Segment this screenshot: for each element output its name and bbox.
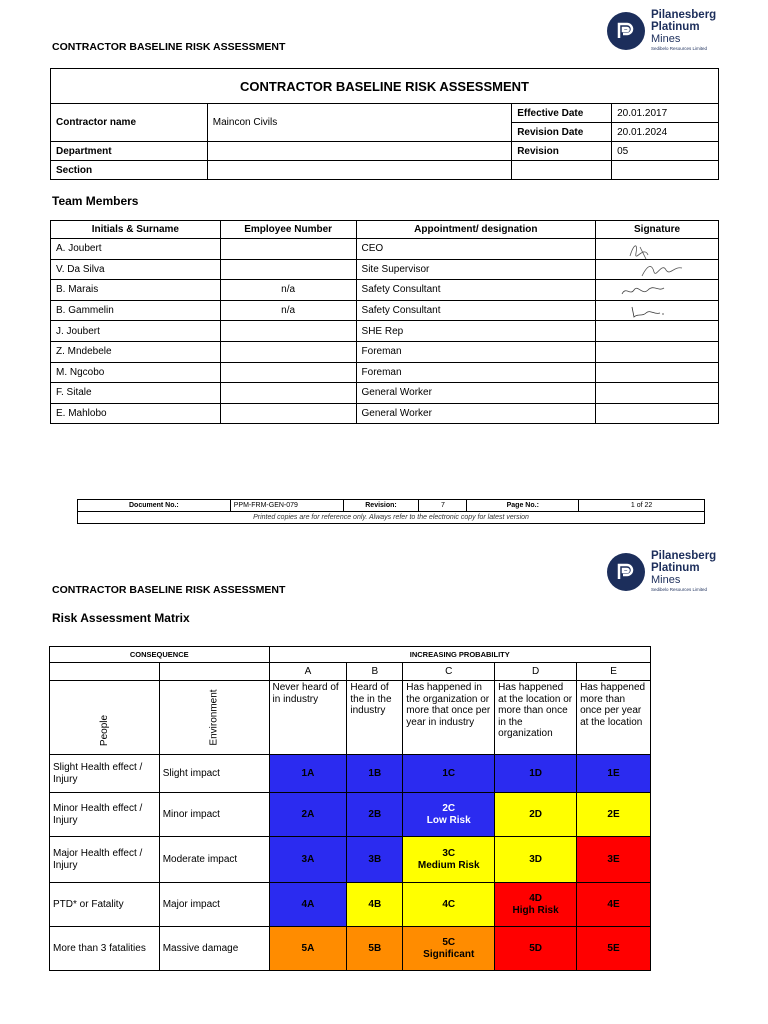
risk-cell <box>269 793 347 837</box>
form-title: CONTRACTOR BASELINE RISK ASSESSMENT <box>240 79 529 94</box>
signature-cell[interactable] <box>596 383 719 404</box>
risk-cell <box>347 927 403 971</box>
doc-no-label: Document No.: <box>78 500 231 512</box>
contractor-name-label: Contractor name <box>51 104 208 142</box>
probability-letter: E <box>577 663 651 681</box>
risk-level-label: Medium Risk <box>417 859 480 871</box>
signature-icon <box>638 260 688 280</box>
member-number: n/a <box>220 280 356 301</box>
logo-mark-icon <box>607 553 645 591</box>
team-members-title: Team Members <box>52 194 139 208</box>
revision-label: Revision <box>512 142 612 161</box>
member-name: F. Sitale <box>51 383 221 404</box>
environment-consequence: Moderate impact <box>159 837 269 883</box>
risk-code: 4D <box>529 892 542 904</box>
team-row <box>51 300 719 321</box>
environment-consequence: Slight impact <box>159 755 269 793</box>
risk-code: 1B <box>368 767 382 779</box>
people-consequence: More than 3 fatalities <box>50 927 160 971</box>
signature-icon <box>628 303 668 321</box>
brand-line-1: Pilanesberg <box>651 9 717 21</box>
matrix-row <box>50 927 651 971</box>
member-designation: Foreman <box>356 341 596 362</box>
matrix-row <box>50 837 651 883</box>
company-logo <box>607 550 716 593</box>
footer-revision-value: 7 <box>419 500 467 512</box>
risk-code: 3B <box>368 853 382 865</box>
risk-level-label: Significant <box>423 948 475 960</box>
page-no-label: Page No.: <box>467 500 579 512</box>
probability-header: INCREASING PROBABILITY <box>269 647 650 663</box>
empty-cell <box>512 161 612 180</box>
member-name: V. Da Silva <box>51 259 221 280</box>
member-number <box>220 383 356 404</box>
signature-icon <box>618 282 668 300</box>
member-designation: CEO <box>356 239 596 260</box>
section-label: Section <box>51 161 208 180</box>
probability-description: Heard of the in the industry <box>347 681 403 755</box>
member-designation: SHE Rep <box>356 321 596 342</box>
environment-consequence: Minor impact <box>159 793 269 837</box>
risk-cell <box>577 883 651 927</box>
risk-cell <box>403 793 495 837</box>
risk-cell <box>347 793 403 837</box>
brand-line-4: Sedibelo Resources Limited <box>651 46 708 51</box>
risk-code: 3D <box>529 853 542 865</box>
probability-letter: A <box>269 663 347 681</box>
risk-cell <box>347 837 403 883</box>
team-header-name: Initials & Surname <box>51 221 221 239</box>
brand-line-2: Platinum <box>651 562 700 574</box>
consequence-header: CONSEQUENCE <box>50 647 270 663</box>
member-name: B. Marais <box>51 280 221 301</box>
signature-cell <box>596 280 719 301</box>
people-consequence: Minor Health effect / Injury <box>50 793 160 837</box>
risk-code: 5E <box>607 942 620 954</box>
form-details-table <box>50 103 719 180</box>
team-members-table <box>50 220 719 424</box>
risk-cell <box>347 755 403 793</box>
brand-line-1: Pilanesberg <box>651 550 717 562</box>
member-number <box>220 321 356 342</box>
member-number <box>220 239 356 260</box>
team-row <box>51 362 719 383</box>
matrix-title: Risk Assessment Matrix <box>52 611 190 625</box>
member-name: B. Gammelin <box>51 300 221 321</box>
empty-cell <box>159 663 269 681</box>
risk-code: 3A <box>301 853 315 865</box>
risk-cell <box>577 927 651 971</box>
signature-cell[interactable] <box>596 341 719 362</box>
member-designation: Safety Consultant <box>356 300 596 321</box>
risk-cell <box>577 837 651 883</box>
risk-code: 5C <box>442 936 456 948</box>
team-header-designation: Appointment/ designation <box>356 221 596 239</box>
team-row <box>51 403 719 424</box>
brand-line-2: Platinum <box>651 21 700 33</box>
risk-cell <box>403 927 495 971</box>
risk-level-label: Low Risk <box>426 814 471 826</box>
revision-date-value[interactable]: 20.01.2024 <box>612 123 719 142</box>
risk-cell <box>495 927 577 971</box>
risk-cell <box>403 755 495 793</box>
risk-code: 1D <box>529 767 542 779</box>
people-consequence: Major Health effect / Injury <box>50 837 160 883</box>
member-number <box>220 341 356 362</box>
probability-letter: D <box>495 663 577 681</box>
revision-value[interactable]: 05 <box>612 142 719 161</box>
risk-code: 4A <box>301 898 315 910</box>
signature-cell[interactable] <box>596 321 719 342</box>
probability-letter: C <box>403 663 495 681</box>
risk-cell <box>269 837 347 883</box>
risk-cell <box>495 793 577 837</box>
environment-header <box>159 681 269 755</box>
people-header <box>50 681 160 755</box>
member-number <box>220 259 356 280</box>
team-row <box>51 321 719 342</box>
risk-cell <box>577 793 651 837</box>
probability-description: Has happened more than once per year at the location <box>577 681 651 755</box>
risk-cell <box>403 837 495 883</box>
brand-line-3: Mines <box>651 574 681 586</box>
environment-consequence: Major impact <box>159 883 269 927</box>
risk-level-label: High Risk <box>512 904 559 916</box>
member-number: n/a <box>220 300 356 321</box>
signature-cell[interactable] <box>596 403 719 424</box>
revision-date-label: Revision Date <box>512 123 612 142</box>
risk-code: 4C <box>442 898 456 910</box>
member-designation: General Worker <box>356 383 596 404</box>
company-logo <box>607 9 716 52</box>
logo-mark-icon <box>607 12 645 50</box>
risk-code: 5D <box>529 942 542 954</box>
probability-description: Has happened in the organization or more that once per year in industry <box>403 681 495 755</box>
document-footer <box>77 499 705 524</box>
risk-code: 2E <box>607 808 620 820</box>
member-designation: Foreman <box>356 362 596 383</box>
team-row <box>51 239 719 260</box>
signature-cell <box>596 239 719 260</box>
member-name: J. Joubert <box>51 321 221 342</box>
matrix-row <box>50 793 651 837</box>
member-number <box>220 362 356 383</box>
member-designation: Safety Consultant <box>356 280 596 301</box>
risk-code: 2B <box>368 808 382 820</box>
signature-cell <box>596 300 719 321</box>
risk-code: 4E <box>607 898 620 910</box>
risk-code: 1C <box>442 767 456 779</box>
effective-date-label: Effective Date <box>512 104 612 123</box>
matrix-row <box>50 883 651 927</box>
risk-code: 2A <box>301 808 315 820</box>
signature-icon <box>626 241 666 261</box>
probability-letter: B <box>347 663 403 681</box>
page-header-label: CONTRACTOR BASELINE RISK ASSESSMENT <box>52 584 286 596</box>
risk-code: 2D <box>529 808 542 820</box>
brand-line-3: Mines <box>651 33 681 45</box>
doc-no-value: PPM-FRM-GEN-079 <box>230 500 343 512</box>
effective-date-value[interactable]: 20.01.2017 <box>612 104 719 123</box>
team-row <box>51 341 719 362</box>
member-designation: General Worker <box>356 403 596 424</box>
risk-code: 4B <box>368 898 382 910</box>
department-label: Department <box>51 142 208 161</box>
empty-cell <box>612 161 719 180</box>
risk-code: 1A <box>301 767 315 779</box>
signature-cell[interactable] <box>596 362 719 383</box>
signature-cell <box>596 259 719 280</box>
risk-code: 3E <box>607 853 620 865</box>
team-row <box>51 280 719 301</box>
member-name: M. Ngcobo <box>51 362 221 383</box>
risk-cell <box>269 927 347 971</box>
member-name: E. Mahlobo <box>51 403 221 424</box>
risk-matrix <box>49 646 651 971</box>
people-consequence: PTD* or Fatality <box>50 883 160 927</box>
people-consequence: Slight Health effect / Injury <box>50 755 160 793</box>
risk-code: 2C <box>442 802 456 814</box>
matrix-row <box>50 755 651 793</box>
probability-description: Never heard of in industry <box>269 681 347 755</box>
printed-copy-note: Printed copies are for reference only. Always refer to the electronic copy for latest version <box>78 512 705 524</box>
page-no-value: 1 of 22 <box>579 500 705 512</box>
risk-cell <box>577 755 651 793</box>
risk-cell <box>495 755 577 793</box>
risk-cell <box>347 883 403 927</box>
team-row <box>51 383 719 404</box>
risk-cell <box>269 883 347 927</box>
risk-code: 5B <box>368 942 382 954</box>
member-number <box>220 403 356 424</box>
team-row <box>51 259 719 280</box>
team-header-signature: Signature <box>596 221 719 239</box>
brand-line-4: Sedibelo Resources Limited <box>651 587 708 592</box>
risk-cell <box>269 755 347 793</box>
member-designation: Site Supervisor <box>356 259 596 280</box>
risk-code: 1E <box>607 767 620 779</box>
department-value[interactable] <box>207 142 511 161</box>
member-name: Z. Mndebele <box>51 341 221 362</box>
risk-cell <box>403 883 495 927</box>
environment-label: Environment <box>208 689 220 746</box>
environment-consequence: Massive damage <box>159 927 269 971</box>
team-header-number: Employee Number <box>220 221 356 239</box>
people-label: People <box>98 714 110 747</box>
section-value[interactable] <box>207 161 511 180</box>
footer-revision-label: Revision: <box>343 500 419 512</box>
empty-cell <box>50 663 160 681</box>
risk-cell <box>495 837 577 883</box>
page-header-label: CONTRACTOR BASELINE RISK ASSESSMENT <box>52 41 286 53</box>
probability-description: Has happened at the location or more than once in the organization <box>495 681 577 755</box>
risk-code: 3C <box>442 847 456 859</box>
contractor-name-value[interactable]: Maincon Civils <box>207 104 511 142</box>
member-name: A. Joubert <box>51 239 221 260</box>
risk-cell <box>495 883 577 927</box>
risk-code: 5A <box>301 942 315 954</box>
